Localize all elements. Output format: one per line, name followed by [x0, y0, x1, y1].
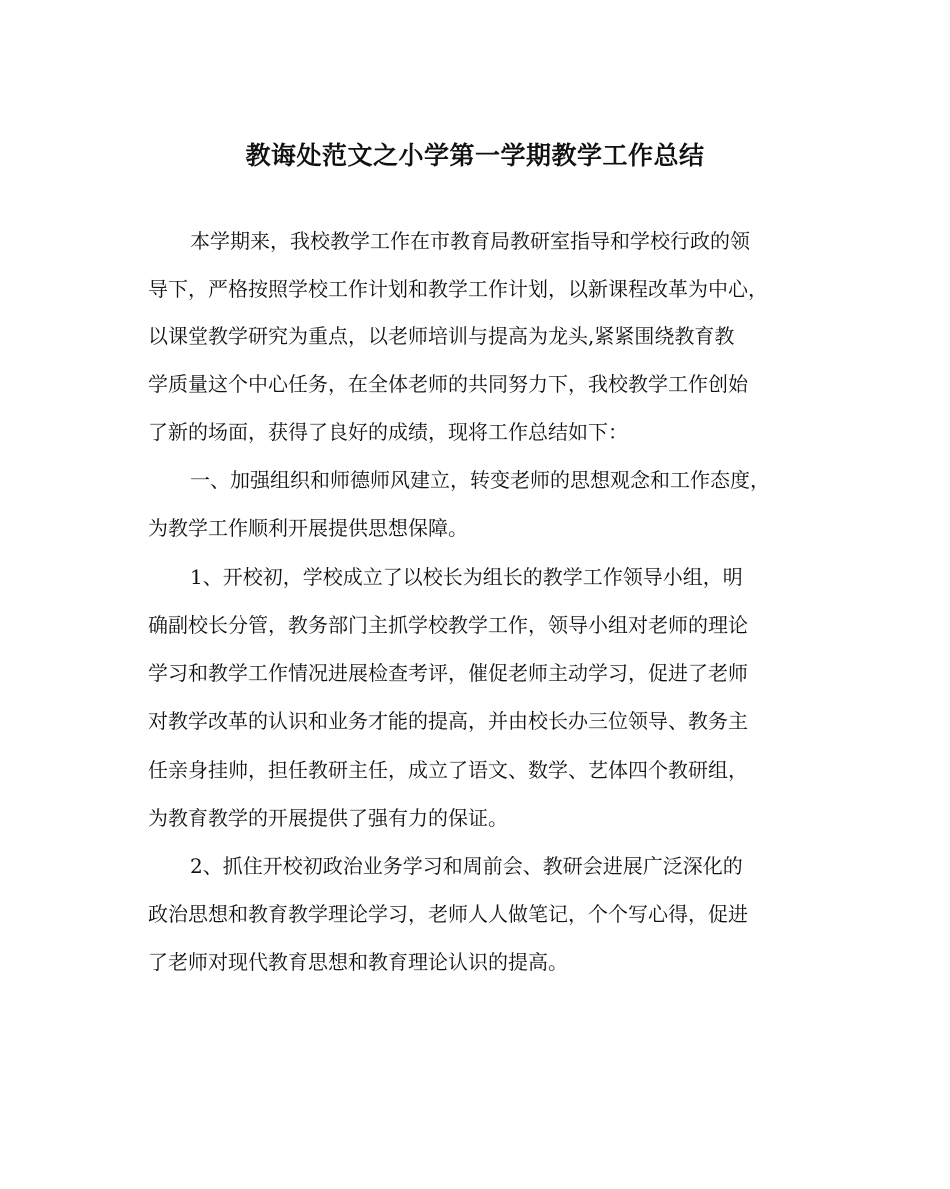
paragraph-line: 确副校长分管，教务部门主抓学校教学工作，领导小组对老师的理论 [148, 613, 748, 637]
paragraph-line: 了新的场面，获得了良好的成绩，现将工作总结如下： [148, 420, 628, 444]
paragraph-line: 为教学工作顺利开展提供思想保障。 [148, 516, 468, 540]
paragraph-line: 1、开校初，学校成立了以校长为组长的教学工作领导小组，明 [190, 565, 743, 589]
paragraph-line: 了老师对现代教育思想和教育理论认识的提高。 [148, 950, 568, 974]
paragraph-line: 学质量这个中心任务，在全体老师的共同努力下，我校教学工作创始 [148, 372, 748, 396]
paragraph-line: 导下，严格按照学校工作计划和教学工作计划，以新课程改革为中心， [148, 277, 768, 301]
paragraph-line: 以课堂教学研究为重点，以老师培训与提高为龙头,紧紧围绕教育教 [148, 324, 735, 348]
paragraph-line: 任亲身挂帅，担任教研主任，成立了语文、数学、艺体四个教研组， [148, 758, 748, 782]
paragraph-line: 一、加强组织和师德师风建立，转变老师的思想观念和工作态度， [190, 468, 770, 492]
paragraph-line: 为教育教学的开展提供了强有力的保证。 [148, 806, 508, 830]
document-title: 教诲处范文之小学第一学期教学工作总结 [245, 141, 705, 170]
paragraph-line: 本学期来，我校教学工作在市教育局教研室指导和学校行政的领 [190, 229, 750, 253]
paragraph-line: 学习和教学工作情况进展检查考评，催促老师主动学习，促进了老师 [148, 661, 748, 685]
paragraph-line: 对教学改革的认识和业务才能的提高，并由校长办三位领导、教务主 [148, 709, 748, 733]
paragraph-line: 2、抓住开校初政治业务学习和周前会、教研会进展广泛深化的 [190, 854, 743, 878]
paragraph-line: 政治思想和教育教学理论学习，老师人人做笔记，个个写心得，促进 [148, 902, 748, 926]
